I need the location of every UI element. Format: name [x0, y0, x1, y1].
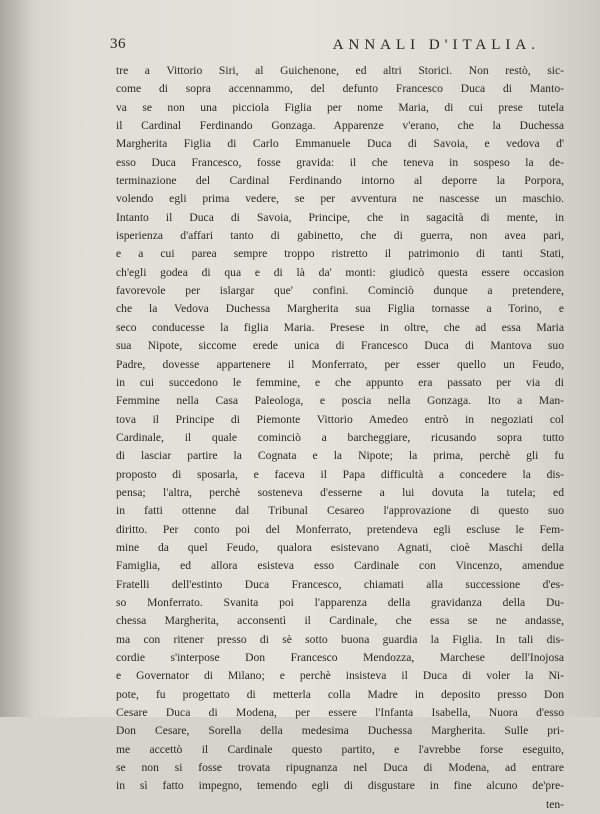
text-line: in fatti ottenne dal Tribunal Cesareo l'approvazione di questo suo	[116, 504, 564, 518]
text-line: diritto. Per conto poi del Monferrato, pretendeva egli escluse le Fem-	[116, 522, 564, 536]
text-line: di lasciar partire la Cognata e la Nipote; la prima, perchè gli fu	[116, 449, 564, 463]
page-number: 36	[110, 36, 126, 52]
text-line: Margherita Figlia di Carlo Emmanuele Duca di Savoia, e vedova d'	[116, 137, 564, 151]
text-line: va se non una picciola Figlia per nome Maria, di cui prese tutela	[116, 100, 564, 114]
text-line: Intanto il Duca di Savoia, Principe, che in sagacità di mente, in	[116, 210, 564, 224]
text-line: proposto di sposarla, e faceva il Papa difficultà a concedere la dis-	[116, 467, 564, 481]
text-line: Cesare Duca di Modena, per essere l'Infanta Isabella, Nuora d'esso	[116, 706, 564, 720]
text-line: pensa; l'altra, perchè sosteneva d'esserne a lui dovuta la tutela; ed	[116, 485, 564, 499]
text-line: Don Cesare, Sorella della medesima Duchessa Margherita. Sulle pri-	[116, 724, 564, 738]
text-line: tova il Principe di Piemonte Vittorio Amedeo entrò in negoziati col	[116, 412, 564, 426]
text-line: Femmine nella Casa Paleologa, e poscia nella Gonzaga. Ito a Man-	[116, 394, 564, 408]
text-line: Cardinale, il quale cominciò a barcheggiare, ricusando sopra tutto	[116, 430, 564, 444]
running-title: ANNALI D'ITALIA.	[332, 37, 540, 53]
text-line: ma con ritener presso di sè sotto buona guardia la Figlia. In tali dis-	[116, 632, 564, 646]
text-line: favorevole per islargar que' confini. Cominciò dunque a pretendere,	[116, 284, 564, 298]
text-line: ch'egli godea di qua e di là da' monti: giudicò questa essere occasion	[116, 265, 564, 279]
text-line: in sì fatto impegno, temendo egli di disgustare in fine alcuno de'pre-	[116, 779, 564, 793]
text-line: sua Nipote, siccome erede unica di Francesco Duca di Mantova suo	[116, 339, 564, 353]
text-line: seco conducesse la figlia Maria. Presese in oltre, che ad essa Maria	[116, 320, 564, 334]
text-line: che la Vedova Duchessa Margherita sua Figlia tornasse a Torino, e	[116, 302, 564, 316]
text-line: esso Duca Francesco, fosse gravida: il che teneva in sospeso la de-	[116, 155, 564, 169]
text-line: me accettò il Cardinale questo partito, e l'avrebbe forse eseguito,	[116, 742, 564, 756]
text-line: come di sopra accennammo, del defunto Francesco Duca di Manto-	[116, 82, 564, 96]
text-line: e Governator di Milano; e perchè insisteva il Duca di voler la Ni-	[116, 669, 564, 683]
text-line: pote, fu progettato di metterla colla Madre in deposito presso Don	[116, 687, 564, 701]
text-line: Famiglia, ed allora esisteva esso Cardinale con Vincenzo, amendue	[116, 559, 564, 573]
running-header	[110, 36, 540, 58]
body-text	[116, 62, 564, 814]
text-line: in cui succedono le femmine, e che appunto era passato per via di	[116, 375, 564, 389]
text-line: isperienza d'affari tanto di gabinetto, che di guerra, non avea pari,	[116, 229, 564, 243]
text-line: il Cardinal Ferdinando Gonzaga. Apparenze v'erano, che la Duchessa	[116, 119, 564, 133]
text-line: mine da quel Feudo, qualora esistevano Agnati, cioè Maschi della	[116, 540, 564, 554]
text-line: chessa Margherita, acconsentì il Cardinale, che essa se ne andasse,	[116, 614, 564, 628]
text-line: Fratelli dell'estinto Duca Francesco, chiamati alla successione d'es-	[116, 577, 564, 591]
text-line: Padre, dovesse appartenere il Monferrato, per esser quello un Feudo,	[116, 357, 564, 371]
text-line: tre a Vittorio Siri, al Guichenone, ed altri Storici. Non restò, sic-	[116, 64, 564, 77]
text-line: volendo egli prima vedere, se per avventura ne nascesse un maschio.	[116, 192, 564, 206]
text-line: ten-	[545, 797, 564, 811]
text-line: terminazione del Cardinal Ferdinando intorno al deporre la Porpora,	[116, 174, 564, 188]
text-line: e a cui parea sempre troppo ristretto il patrimonio di tanti Stati,	[116, 247, 564, 261]
text-line: so Monferrato. Svanita poi l'apparenza della gravidanza della Du-	[116, 595, 564, 609]
text-line: cordie s'interpose Don Francesco Mendozza, Marchese dell'Inojosa	[116, 651, 564, 664]
text-line: se non si fosse trovata ripugnanza nel Duca di Modena, ad entrare	[116, 761, 564, 775]
